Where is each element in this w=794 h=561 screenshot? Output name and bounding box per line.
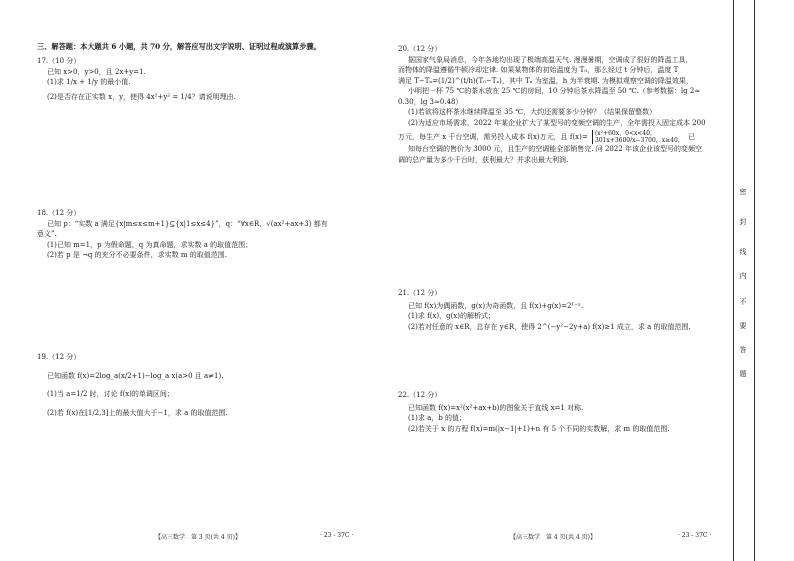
question-19-line-1: 已知函数 f(x)=2log_a(x/2+1)−log_a x(a>0 且 a≠1). bbox=[47, 371, 224, 380]
footer-left-code: · 23 - 37C · bbox=[320, 532, 354, 539]
piecewise-case-2: 301x+3600/x−3700，x≥40， bbox=[594, 137, 684, 145]
question-20-line-10: 调的总产量为多少千台时，获利最大？并求出最大利润. bbox=[398, 155, 569, 164]
question-22-number: 22.（12 分） bbox=[398, 391, 442, 399]
question-21-number: 21.（12 分） bbox=[398, 289, 442, 297]
question-20-line-5: 0.30，lg 3≈0.48） bbox=[398, 97, 463, 106]
seal-char: 不 bbox=[739, 298, 747, 305]
question-19 bbox=[37, 352, 228, 418]
footer-right-page-label: 【高三数学 第 4 页(共 4 页)】 bbox=[510, 534, 596, 541]
seal-char: 答 bbox=[739, 346, 747, 353]
question-20-line-2: 而物体的降温遵循牛顿冷却定律. 如果某物体的初始温度为 T₀，那么经过 t 分钟后，温度 T bbox=[398, 66, 679, 74]
question-20 bbox=[398, 44, 706, 165]
question-20-line-4: 小明把一杯 75 ℃的茶水放在 25 ℃的房间，10 分钟后茶水降温至 50 ℃.（参考数据：lg 2≈ bbox=[408, 87, 701, 95]
seal-line-strip bbox=[733, 0, 755, 561]
question-19-line-2: (1)当 a=1/2 时，讨论 f(x)的单调区间； bbox=[47, 390, 174, 398]
question-19-number: 19.（12 分） bbox=[37, 353, 81, 361]
section-header: 三、解答题：本大题共 6 小题，共 70 分，解答应写出文字说明、证明过程或演算步骤。 bbox=[37, 42, 321, 51]
seal-char: 线 bbox=[739, 248, 747, 255]
question-17-number: 17.（10 分） bbox=[37, 57, 81, 65]
question-20-line-6: (1)若欲将这杯茶水继续降温至 35 ℃，大约还需要多少分钟？（结果保留整数） bbox=[408, 108, 657, 116]
question-21-line-2: (1)求 f(x)，g(x)的解析式； bbox=[408, 312, 496, 320]
question-21-line-3: (2)若对任意的 x∈R，总存在 y∈R，使得 2^(−y²−2y+a) f(x)≥1 成立，求 a 的取值范围. bbox=[408, 322, 691, 331]
question-20-line-7: (2)为适应市场需求，2022 年某企业扩大了某型号的变频空调的生产，全年需投入固定成本 200 bbox=[408, 118, 706, 127]
question-18 bbox=[37, 208, 328, 261]
question-20-line-3: 满足 T−Tₐ=(1/2)^(t/h)(T₀−Tₐ)，其中 Tₐ 为室温，h 为半衰期. 为模拟观察空调的降温效果， bbox=[398, 76, 693, 85]
question-17-line-1: 已知 x>0，y>0，且 2x+y=1. bbox=[47, 67, 146, 76]
question-18-number: 18.（12 分） bbox=[37, 209, 81, 217]
question-20-line-8-tail: 已 bbox=[688, 133, 696, 142]
question-19-line-3: (2)若 f(x)在[1/2,3]上的最大值大于−1，求 a 的取值范围. bbox=[47, 408, 228, 417]
question-17-line-3: (2)是否存在正实数 x，y，使得 4x²+y² = 1/4？请说明理由. bbox=[47, 92, 236, 101]
question-17-line-2: (1)求 1/x + 1/y 的最小值. bbox=[47, 78, 131, 86]
question-20-line-1: 据国家气象局消息，今年各地均出现了极端高温天气. 漫漫暑期，空调成了很好的降温工具， bbox=[408, 55, 693, 64]
question-22 bbox=[398, 390, 670, 434]
footer-right-code: · 23 - 37C · bbox=[678, 532, 712, 539]
seal-char: 内 bbox=[739, 272, 747, 279]
question-20-number: 20.（12 分） bbox=[398, 45, 442, 53]
question-22-line-3: (2)若关于 x 的方程 f(x)=m(|x−1|+1)+n 有 5 个不同的实数解，求 m 的取值范围. bbox=[408, 424, 670, 433]
question-21-line-1: 已知 f(x)为偶函数，g(x)为奇函数，且 f(x)+g(x)=2¹⁻ˣ. bbox=[408, 301, 584, 310]
question-20-line-8 bbox=[398, 130, 706, 144]
question-18-line-4: (2)若 p 是 ¬q 的充分不必要条件，求实数 m 的取值范围. bbox=[47, 251, 227, 259]
question-22-line-1: 已知函数 f(x)=x²(x²+ax+b)的图象关于直线 x=1 对称. bbox=[408, 403, 584, 412]
piecewise-case-1: (x²+60x，0<x<40， bbox=[594, 130, 657, 137]
footer-left-page-label: 【高三数学 第 3 页(共 4 页)】 bbox=[155, 534, 241, 541]
question-21 bbox=[398, 288, 691, 332]
question-18-line-1: 已知 p：“实数 a 满足{x|m≤x≤m+1}⊆{x|1≤x≤4}”，q：“∀x∈R，√(ax²+ax+3) 都有 bbox=[47, 219, 328, 228]
seal-char: 密 bbox=[739, 188, 747, 195]
seal-char: 题 bbox=[739, 370, 747, 377]
question-20-cost-text: 万元，每生产 x 千台空调，需另投入成本 f(x)万元，且 f(x)= bbox=[398, 133, 588, 142]
question-17 bbox=[37, 56, 236, 102]
piecewise-function bbox=[592, 130, 684, 144]
seal-char: 要 bbox=[739, 322, 747, 329]
question-18-line-3: (1)已知 m=1，p 为假命题，q 为真命题，求实数 a 的取值范围； bbox=[47, 240, 253, 249]
question-20-line-9: 知每台空调的售价为 3000 元，且生产的空调能全部销售完. 问 2022 年该企业该型号的变频空 bbox=[408, 145, 702, 154]
question-22-line-2: (1)求 a，b 的值； bbox=[408, 414, 467, 422]
seal-char: 封 bbox=[739, 218, 747, 225]
question-18-line-2: 意义”. bbox=[37, 230, 57, 238]
